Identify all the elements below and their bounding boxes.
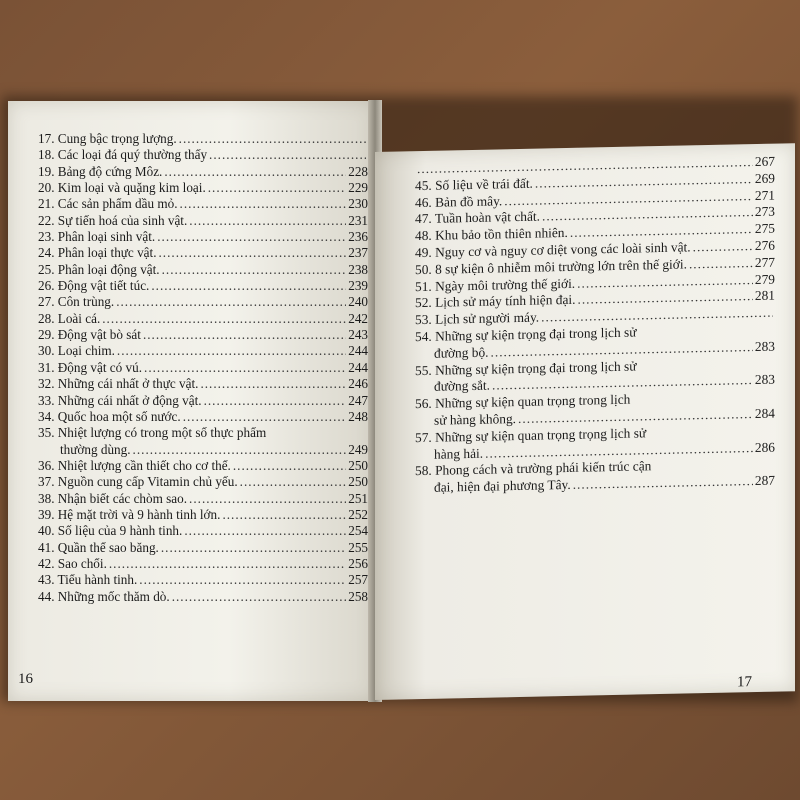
toc-entry (38, 540, 368, 556)
toc-entry-page: 247 (348, 392, 368, 408)
toc-leader-dots (233, 458, 346, 474)
toc-entry-title: 42. Sao chổi. (38, 555, 107, 571)
toc-entry (38, 409, 368, 425)
toc-entry-title: 55. Những sự kiện trọng đại trong lịch sử (415, 358, 637, 378)
toc-entry (38, 164, 368, 180)
toc-entry-title: 30. Loại chim. (38, 343, 115, 359)
toc-entry-title: 24. Phân loại thực vật. (38, 245, 157, 261)
toc-entry-title: 49. Nguy cơ và nguy cơ diệt vong các loài sinh vật. (415, 239, 691, 261)
toc-entry-title: 41. Quần thể sao băng. (38, 539, 159, 555)
toc-entry (38, 589, 368, 605)
toc-entry-page: 279 (754, 271, 775, 287)
toc-entry-title: 38. Nhận biết các chòm sao. (38, 490, 188, 506)
toc-entry-title: 43. Tiểu hành tinh. (38, 572, 138, 588)
toc-entry-page: 244 (348, 343, 368, 359)
toc-entry-title: 26. Động vật tiết túc. (38, 278, 150, 294)
toc-entry-page: 256 (348, 555, 368, 571)
toc-entry-page: 283 (754, 338, 775, 354)
toc-leader-dots (179, 131, 366, 147)
toc-leader-dots (116, 294, 346, 310)
toc-leader-dots (109, 556, 346, 572)
toc-entry-title: 54. Những sự kiện trọng đại trong lịch sử (415, 324, 637, 345)
toc-entry-page: 246 (348, 376, 368, 392)
toc-entry (38, 474, 368, 490)
toc-entry-page: 242 (348, 310, 368, 326)
toc-leader-dots (189, 491, 346, 507)
toc-entry-title: 25. Phân loại động vật. (38, 261, 160, 277)
toc-entry-page: 257 (348, 572, 368, 588)
toc-entry-title: 22. Sự tiến hoá của sinh vật. (38, 212, 188, 228)
toc-leader-dots (222, 507, 346, 523)
toc-entry-title: 31. Động vật có vú. (38, 359, 143, 375)
right-page-number: 17 (737, 674, 752, 691)
toc-entry-title-continued: đại, hiện đại phương Tây. (434, 477, 571, 495)
toc-entry-title: 52. Lịch sử máy tính hiện đại. (415, 292, 576, 311)
toc-entry (38, 213, 368, 229)
toc-entry-title: 58. Phong cách và trường phái kiến trúc cận (415, 458, 652, 479)
toc-leader-dots (143, 327, 346, 343)
toc-leader-dots (183, 409, 347, 425)
toc-entry (38, 523, 368, 539)
toc-entry-title: 37. Nguồn cung cấp Vitamin chủ yếu. (38, 474, 238, 490)
toc-entry-page: 250 (348, 457, 368, 473)
toc-leader-dots (144, 360, 346, 376)
toc-leader-dots (172, 589, 347, 605)
toc-entry-title: 57. Những sự kiện quan trọng trọng lịch sử (415, 425, 647, 445)
toc-entry-title: 23. Phân loại sinh vật. (38, 229, 156, 245)
toc-entry (38, 360, 368, 376)
toc-entry-title: 56. Những sự kiện quan trọng trong lịch (415, 391, 631, 412)
toc-entry-page: 281 (754, 287, 775, 304)
toc-entry-page: 258 (348, 588, 368, 604)
toc-entry-page: 277 (754, 254, 775, 270)
toc-entry (38, 196, 368, 212)
toc-entry (38, 458, 368, 474)
left-toc (38, 131, 368, 605)
toc-leader-dots (208, 180, 346, 196)
right-page (375, 143, 795, 700)
toc-leader-dots (689, 255, 753, 273)
right-toc (415, 154, 775, 497)
toc-leader-dots (117, 343, 346, 359)
toc-leader-dots (161, 540, 346, 556)
toc-entry-page: 254 (348, 523, 368, 539)
toc-entry-title: 21. Các sản phẩm dầu mỏ. (38, 196, 178, 212)
toc-entry-title: 39. Hệ mặt trời và 9 hành tinh lớn. (38, 506, 221, 522)
toc-leader-dots (240, 474, 347, 490)
toc-entry (38, 180, 368, 196)
toc-entry (38, 556, 368, 572)
left-page (8, 101, 376, 701)
toc-entry-page: 244 (348, 359, 368, 375)
toc-entry (38, 262, 368, 278)
toc-leader-dots (157, 229, 346, 245)
toc-entry-title: 53. Lịch sử người máy. (415, 309, 540, 328)
toc-leader-dots (189, 213, 346, 229)
toc-entry-page: 276 (754, 237, 775, 254)
toc-entry (38, 425, 368, 458)
toc-leader-dots (200, 376, 346, 392)
toc-entry-title: 19. Bảng độ cứng Môz. (38, 163, 163, 179)
toc-entry-title: 35. Nhiệt lượng có trong một số thực phẩm (38, 425, 267, 441)
toc-entry-title: 32. Những cái nhất ở thực vật. (38, 376, 199, 392)
toc-leader-dots (204, 393, 347, 409)
toc-entry-page: 236 (348, 229, 368, 245)
toc-entry-title-continued: sử hàng không. (434, 410, 517, 428)
toc-entry (38, 491, 368, 507)
toc-leader-dots (151, 278, 346, 294)
toc-entry-page: 230 (348, 196, 368, 212)
toc-entry-page: 231 (348, 212, 368, 228)
toc-leader-dots (180, 196, 347, 212)
toc-entry-page: 249 (348, 441, 368, 457)
toc-entry-title-continued: đường sắt. (434, 377, 490, 395)
toc-entry (38, 393, 368, 409)
toc-entry (38, 343, 368, 359)
toc-entry-page: 252 (348, 506, 368, 522)
toc-entry-title-continued: đường bộ. (434, 344, 489, 361)
toc-entry-page: 267 (754, 153, 775, 170)
toc-entry-page: 273 (754, 204, 775, 220)
toc-entry-page: 239 (348, 278, 368, 294)
toc-entry (38, 507, 368, 523)
toc-entry-page: 287 (754, 472, 775, 489)
toc-leader-dots (573, 473, 753, 494)
toc-entry-page: 251 (348, 490, 368, 506)
toc-entry (38, 229, 368, 245)
toc-entry-page: 238 (348, 261, 368, 277)
toc-entry (38, 278, 368, 294)
toc-leader-dots (209, 147, 366, 163)
toc-entry-title-continued: hàng hải. (434, 445, 484, 462)
toc-entry-title: 28. Loài cá. (38, 310, 101, 326)
toc-entry-page: 250 (348, 474, 368, 490)
toc-entry (38, 131, 368, 147)
toc-leader-dots (102, 311, 346, 327)
toc-entry (38, 147, 368, 163)
toc-entry-title: 47. Tuần hoàn vật chất. (415, 208, 540, 227)
toc-entry-title: 17. Cung bậc trọng lượng. (38, 131, 177, 146)
toc-entry (415, 456, 775, 497)
toc-entry (38, 311, 368, 327)
toc-entry-page: 237 (348, 245, 368, 261)
toc-leader-dots (164, 164, 346, 180)
toc-entry-page: 248 (348, 408, 368, 424)
toc-entry-title: 40. Số liệu của 9 hành tinh. (38, 523, 183, 539)
toc-entry-title: 33. Những cái nhất ở động vật. (38, 392, 202, 408)
toc-entry-page: 269 (754, 170, 775, 186)
toc-entry-title: 36. Nhiệt lượng cần thiết cho cơ thể. (38, 457, 231, 473)
toc-entry-title: 50. 8 sự kiện ô nhiễm môi trường lớn trên thế giới. (415, 256, 687, 277)
toc-leader-dots (139, 572, 346, 588)
toc-entry (38, 327, 368, 343)
toc-entry-page: 283 (754, 371, 775, 388)
toc-entry (38, 294, 368, 310)
toc-entry-page: 240 (348, 294, 368, 310)
toc-leader-dots (693, 238, 753, 256)
toc-entry-page: 229 (348, 180, 368, 196)
toc-entry-title-continued: thường dùng. (60, 441, 131, 457)
toc-entry-title: 46. Bản đồ mây. (415, 192, 503, 210)
toc-entry-page: 255 (348, 539, 368, 555)
toc-entry-title: 34. Quốc hoa một số nước. (38, 408, 181, 424)
toc-entry-title: 27. Côn trùng. (38, 294, 115, 310)
toc-entry-title: 29. Động vật bò sát (38, 327, 141, 343)
toc-entry-title: 44. Những mốc thăm dò. (38, 588, 170, 604)
toc-leader-dots (162, 262, 347, 278)
toc-entry-page: 271 (754, 187, 775, 203)
toc-entry-page: 286 (754, 439, 775, 455)
toc-entry-page: 275 (754, 220, 775, 237)
toc-entry-page: 228 (348, 163, 368, 179)
toc-leader-dots (159, 245, 347, 261)
left-page-number: 16 (18, 671, 33, 687)
toc-entry-page: 284 (754, 405, 775, 421)
toc-leader-dots (184, 523, 346, 539)
toc-entry-title: 20. Kim loại và quặng kim loại. (38, 180, 206, 196)
toc-leader-dots (133, 442, 347, 458)
toc-entry-title: 45. Số liệu về trái đất. (415, 175, 533, 193)
toc-entry-page: 243 (348, 327, 368, 343)
toc-entry-title: 48. Khu bảo tồn thiên nhiên. (415, 225, 568, 244)
toc-entry-title: 51. Ngày môi trường thế giới. (415, 275, 576, 294)
toc-entry (38, 572, 368, 588)
toc-entry (38, 245, 368, 261)
toc-entry-title: 18. Các loại đá quý thường thấy (38, 147, 208, 163)
toc-entry (38, 376, 368, 392)
